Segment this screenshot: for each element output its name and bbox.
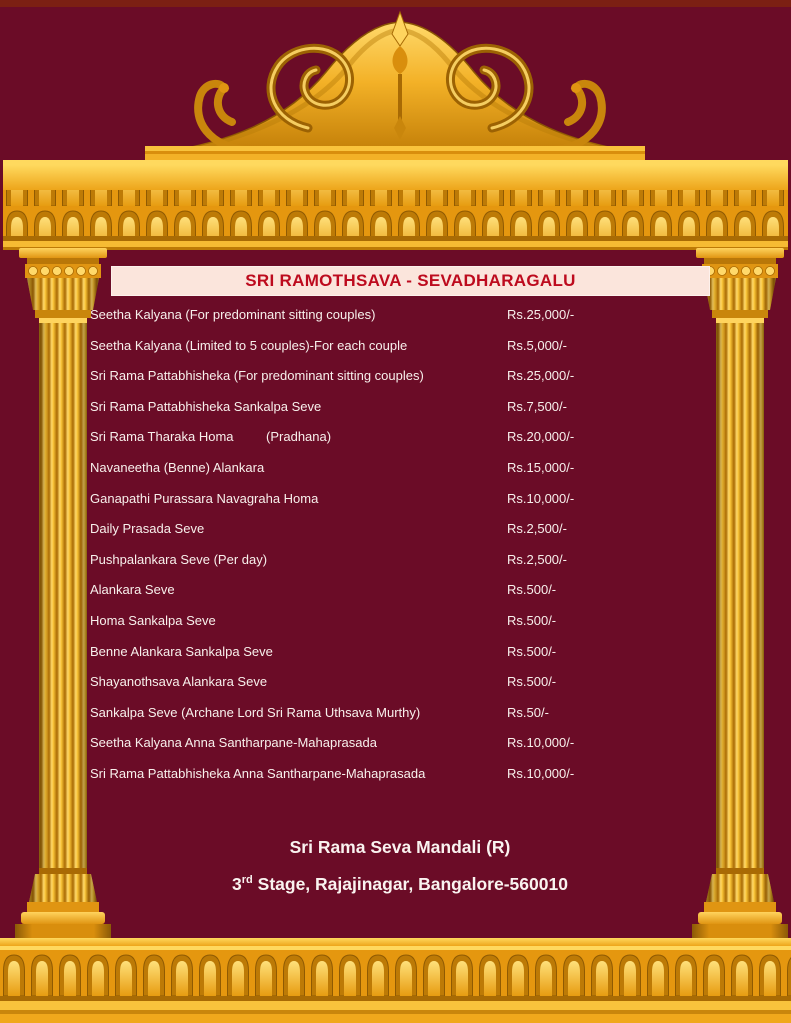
seva-row [90,637,710,668]
top-edge-strip [0,0,791,7]
pillar-shaft [39,323,87,868]
address-text: Stage, Rajajinagar, Bangalore-560010 [252,874,568,894]
seva-price: Rs.25,000/- [507,368,575,384]
seva-name: Seetha Kalyana Anna Santharpane-Mahaprasada [90,735,377,751]
seva-name: Benne Alankara Sankalpa Seve [90,643,273,659]
seva-name: Sri Rama Pattabhisheka Anna Santharpane-Mahaprasada [90,765,426,781]
seva-row [90,331,710,362]
organization-name: Sri Rama Seva Mandali (R) [289,837,511,857]
seva-name: Sri Rama Tharaka Homa (Pradhana) [90,429,332,445]
seva-row [90,606,710,637]
seva-price: Rs.25,000/- [507,307,575,322]
seva-price-list [90,300,710,790]
seva-row [90,545,710,576]
seva-row [90,728,710,759]
seva-row [90,698,710,729]
seva-price: Rs.500/- [507,582,557,598]
seva-row [90,422,710,453]
seva-row [90,300,710,331]
seva-name: Seetha Kalyana (Limited to 5 couples)-For each couple [90,337,408,353]
seva-price: Rs.5,000/- [507,337,567,353]
footer [105,836,695,895]
golden-lintel-bar [3,160,788,250]
seva-name: Homa Sankalpa Seve [90,612,216,628]
seva-price: Rs.50/- [507,704,549,720]
page-title: SRI RAMOTHSAVA - SEVADHARAGALU [245,271,576,290]
seva-name: Seetha Kalyana (For predominant sitting couples) [90,307,376,322]
seva-name: Ganapathi Purassara Navagraha Homa [90,490,319,506]
pillar-base [692,868,788,948]
seva-row [90,361,710,392]
seva-price: Rs.20,000/- [507,429,575,445]
seva-row [90,575,710,606]
seva-row [90,759,710,790]
seva-price: Rs.10,000/- [507,735,575,751]
seva-price: Rs.10,000/- [507,490,575,506]
seva-row [90,392,710,423]
pillar-base [15,868,111,948]
seva-name: Pushpalankara Seve (Per day) [90,551,268,567]
seva-price: Rs.500/- [507,674,557,690]
pillar-shaft [716,323,764,868]
golden-base-bar [0,938,791,1023]
address-ordinal: rd [241,874,253,887]
seva-row [90,453,710,484]
seva-row [90,667,710,698]
title-banner [111,266,710,296]
seva-price: Rs.7,500/- [507,398,567,414]
seva-name: Sri Rama Pattabhisheka Sankalpa Seve [90,398,322,414]
seva-price: Rs.2,500/- [507,551,567,567]
seva-name: Sankalpa Seve (Archane Lord Sri Rama Uthsava Murthy) [90,704,421,720]
seva-row [90,484,710,515]
seva-name: Sri Rama Pattabhisheka (For predominant sitting couples) [90,368,424,384]
seva-name: Navaneetha (Benne) Alankara [90,459,265,475]
seva-price: Rs.2,500/- [507,521,567,537]
address-number: 3 [232,874,242,894]
seva-price: Rs.10,000/- [507,765,575,781]
seva-name: Alankara Seve [90,582,175,598]
seva-price: Rs.500/- [507,643,557,659]
seva-price: Rs.15,000/- [507,459,575,475]
seva-row [90,514,710,545]
seva-name: Daily Prasada Seve [90,521,205,537]
seva-name: Shayanothsava Alankara Seve [90,674,268,690]
seva-price: Rs.500/- [507,612,557,628]
address-line [105,873,695,895]
